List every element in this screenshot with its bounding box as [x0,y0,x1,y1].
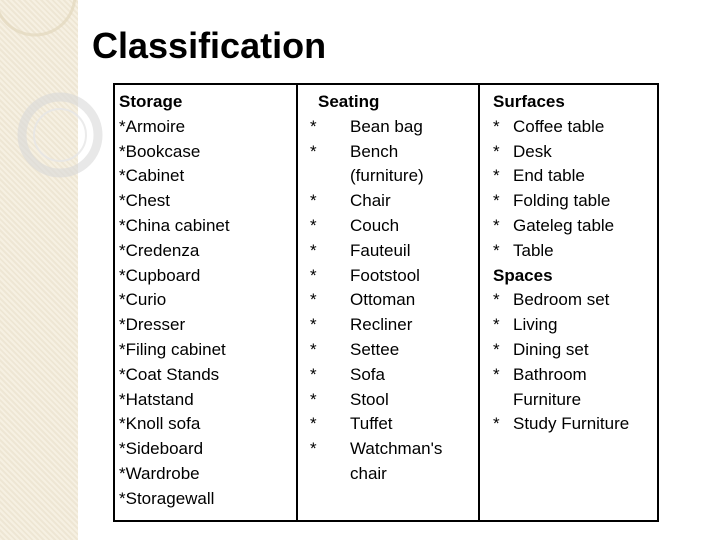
item-line: (furniture) [350,166,424,186]
item-line: Chair [350,191,391,211]
bullet: * [493,414,500,434]
item-line: Stool [350,389,389,409]
item-text [350,363,385,388]
seating-column [296,85,478,520]
decorative-side-band [0,0,78,540]
list-item [493,363,657,413]
bullet: * [310,439,317,459]
list-item [310,338,478,363]
bullet: * [493,315,500,335]
item-line: Dining set [513,339,589,359]
item-text [513,115,604,140]
bullet: * [493,339,500,359]
list-item [310,264,478,289]
bullet: * [310,364,317,384]
section-heading: Spaces [493,265,553,285]
bullet: * [310,265,317,285]
item-line: Gateleg table [513,215,615,235]
list-item [310,239,478,264]
bullet: * [493,141,500,161]
item-text [350,437,442,487]
item-line: Couch [350,215,400,235]
list-item [493,338,657,363]
bullet: * [493,215,500,235]
item-text [350,115,423,140]
item-line: Ottoman [350,290,416,310]
list-item [310,363,478,388]
item-line: Living [513,315,558,335]
list-item [493,239,657,264]
bullet: * [310,191,317,211]
bullet: * [310,116,317,136]
item-text [513,214,614,239]
item-text [513,412,629,437]
list-item: *Cupboard [119,265,201,285]
list-item [493,214,657,239]
item-text [513,140,552,165]
bullet: * [493,364,500,384]
list-item: *Wardrobe [119,463,200,483]
list-item [493,115,657,140]
item-text [350,264,420,289]
item-text [350,214,399,239]
item-text [513,338,589,363]
bullet: * [310,389,317,409]
column-heading: Storage [119,92,183,111]
item-line: Desk [513,141,552,161]
list-item: *Cabinet [119,166,185,186]
item-line: End table [513,166,585,186]
bullet: * [310,215,317,235]
bullet: * [493,290,500,310]
item-line: Footstool [350,265,420,285]
item-text [513,313,557,338]
list-item [493,140,657,165]
item-line: Bean bag [350,116,423,136]
list-item: *Curio [119,290,167,310]
bullet: * [310,414,317,434]
list-item [310,313,478,338]
item-line: Bathroom [513,364,587,384]
item-text [513,239,554,264]
bullet: * [493,240,500,260]
page-title: Classification [92,25,327,66]
section-heading: Surfaces [493,92,565,111]
list-item: *China cabinet [119,215,230,235]
list-item [310,437,478,487]
item-text [350,313,412,338]
list-item: *Knoll sofa [119,414,201,434]
list-item: *Credenza [119,240,200,260]
item-text [350,412,393,437]
item-line: Recliner [350,315,413,335]
item-text [513,189,610,214]
list-item: *Storagewall [119,488,215,508]
bullet: * [310,290,317,310]
bullet: * [310,339,317,359]
item-line: Study Furniture [513,414,630,434]
item-text [350,338,399,363]
classification-table [113,83,659,522]
storage-column [115,85,296,520]
list-item [310,140,478,190]
item-line: Bench [350,141,399,161]
item-line: Bedroom set [513,290,610,310]
list-item: *Bookcase [119,141,201,161]
bullet: * [310,315,317,335]
item-line: Folding table [513,191,611,211]
item-text [350,239,410,264]
item-text [350,388,389,413]
bullet: * [493,191,500,211]
list-item: *Hatstand [119,389,194,409]
item-line: Table [513,240,554,260]
list-item: *Chest [119,191,171,211]
item-text [350,189,391,214]
bullet: * [310,141,317,161]
item-text [350,140,424,190]
list-item [310,115,478,140]
item-line: Sofa [350,364,385,384]
bullet: * [493,116,500,136]
item-line: Watchman's [350,439,443,459]
list-item: *Dresser [119,315,186,335]
list-item [493,288,657,313]
column-heading: Seating [318,92,380,111]
item-text [513,363,587,413]
surfaces-spaces-column [478,85,657,520]
item-line: Settee [350,339,400,359]
item-line: chair [350,463,387,483]
list-item [310,214,478,239]
item-line: Furniture [513,389,582,409]
list-item: *Coat Stands [119,364,220,384]
item-line: Tuffet [350,414,393,434]
item-text [513,164,585,189]
list-item [493,412,657,437]
bullet: * [493,166,500,186]
list-item: *Sideboard [119,439,204,459]
bullet: * [310,240,317,260]
list-item [493,189,657,214]
list-item [310,288,478,313]
list-item [310,412,478,437]
list-item [310,388,478,413]
list-item [493,313,657,338]
list-item [310,189,478,214]
item-text [513,288,609,313]
list-item [493,164,657,189]
item-line: Coffee table [513,116,605,136]
list-item: *Armoire [119,116,186,136]
list-item: *Filing cabinet [119,339,226,359]
item-text [350,288,415,313]
item-line: Fauteuil [350,240,411,260]
